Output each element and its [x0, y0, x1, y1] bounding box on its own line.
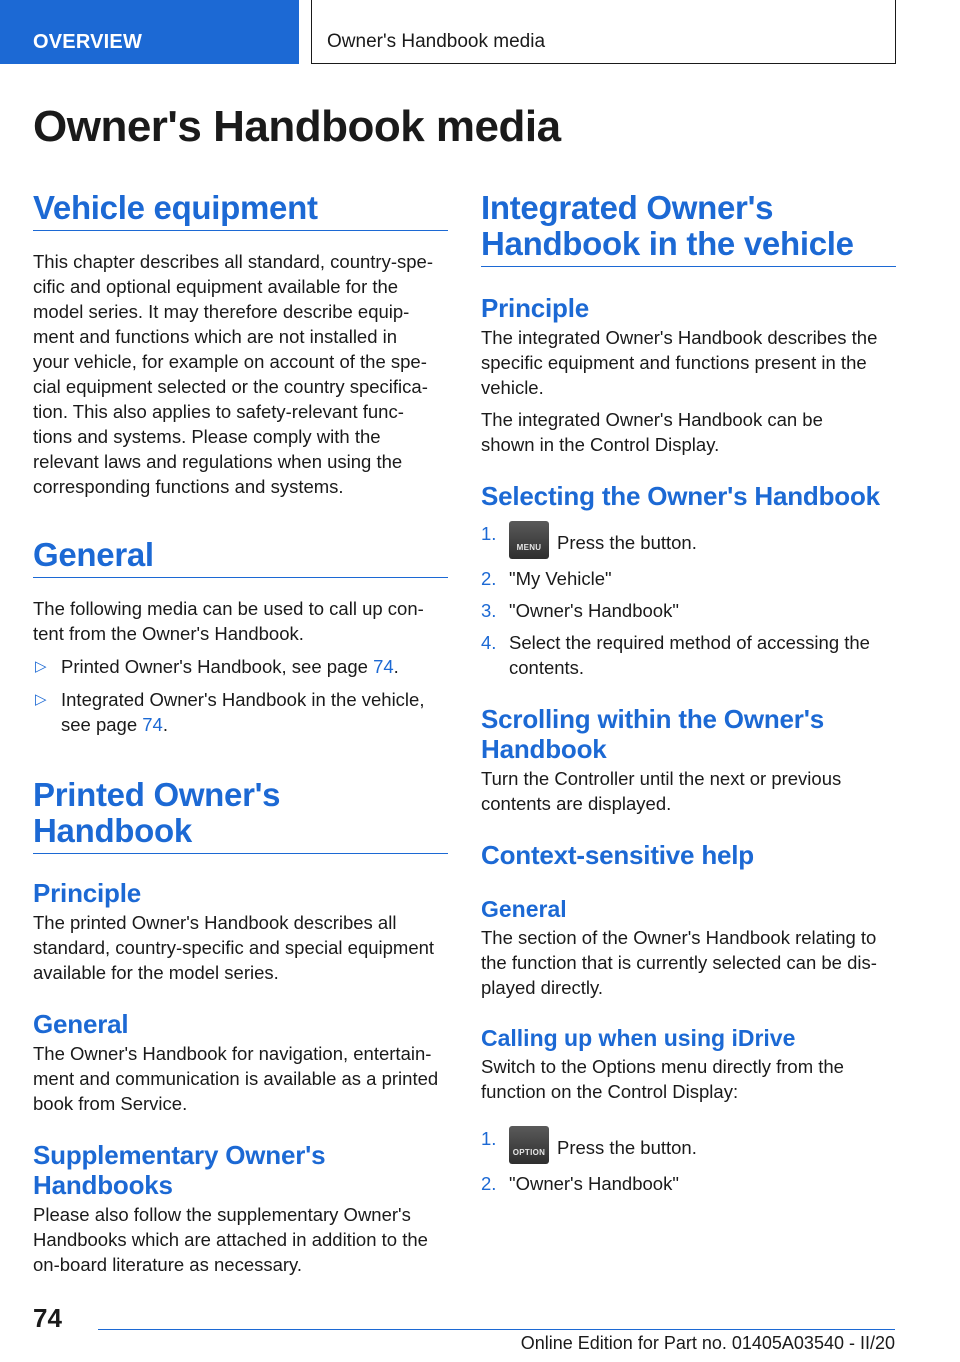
heading-general: General [33, 537, 448, 578]
heading-principle-integrated: Principle [481, 293, 590, 323]
heading-idrive: Calling up when using iDrive [481, 1025, 796, 1051]
heading-general-printed: General [33, 1009, 129, 1039]
page-title: Owner's Handbook media [33, 102, 561, 151]
heading-supplementary: Supplementary Owner's Handbooks [33, 1140, 326, 1200]
option-button-icon: OPTION [509, 1126, 549, 1164]
list-item: 1. OPTION Press the button. [481, 1126, 896, 1164]
list-item: 4. Select the required method of accessing the contents. [481, 632, 870, 678]
page-link[interactable]: 74 [373, 656, 394, 677]
idrive-text: Switch to the Options menu directly from the function on the Control Display: [481, 1056, 844, 1102]
scrolling-text: Turn the Controller until the next or previous contents are displayed. [481, 768, 842, 814]
right-column [481, 190, 896, 1196]
list-item: ▷ Integrated Owner's Handbook in the vehicle, see page 74. [35, 689, 425, 735]
general-printed-text: The Owner's Handbook for navigation, entertain- ment and communication is available as a printed book from Service. [33, 1043, 439, 1114]
list-item: 2. "Owner's Handbook" [481, 1173, 679, 1194]
bullet-triangle-icon: ▷ [35, 658, 47, 675]
section-tab [0, 0, 299, 64]
heading-printed-handbook: Printed Owner's Handbook [33, 777, 448, 854]
principle-integrated-text: The integrated Owner's Handbook describes the specific equipment and functions present in the vehicle. [481, 327, 878, 398]
left-column [33, 190, 448, 1277]
heading-vehicle-equipment: Vehicle equipment [33, 190, 448, 231]
header-title: Owner's Handbook media [327, 31, 546, 52]
vehicle-equipment-text: This chapter describes all standard, country-spe- cific and optional equipment available for the model series. It may therefore describe equip- ment and functions which are not installed in your vehicle, for example on account of the spe- cial equipment selected or the country specifica- tion. This also applies to safety-relevant func- tions and systems. Please comply with the relevant laws and regulations when using the corresponding functions and systems. [33, 251, 433, 497]
heading-principle: Principle [33, 878, 142, 908]
principle-integrated-text-2: The integrated Owner's Handbook can be shown in the Control Display. [481, 409, 823, 455]
principle-text: The printed Owner's Handbook describes all standard, country-specific and special equipment available for the model series. [33, 912, 435, 983]
edition-text: Online Edition for Part no. 01405A03540 - II/20 [520, 1333, 895, 1353]
list-item: 2. "My Vehicle" [481, 568, 612, 589]
heading-integrated-handbook: Integrated Owner's Handbook in the vehicle [481, 190, 896, 267]
menu-button-icon: MENU [509, 521, 549, 559]
heading-general-context: General [481, 896, 567, 922]
heading-scrolling: Scrolling within the Owner's Handbook [481, 704, 824, 764]
heading-context-help: Context-sensitive help [481, 840, 754, 870]
list-item: ▷ Printed Owner's Handbook, see page 74. [35, 656, 399, 677]
general-text: The following media can be used to call up con- tent from the Owner's Handbook. [33, 598, 424, 644]
page-number: 74 [33, 1303, 62, 1333]
footer-divider [98, 1329, 895, 1330]
list-item: 1. MENU Press the button. [481, 521, 896, 559]
section-label: OVERVIEW [33, 31, 143, 53]
general-context-text: The section of the Owner's Handbook relating to the function that is currently selected can be dis- played directly. [481, 927, 877, 998]
supplementary-text: Please also follow the supplementary Owner's Handbooks which are attached in addition to the on-board literature as necessary. [33, 1204, 428, 1275]
bullet-triangle-icon: ▷ [35, 691, 47, 708]
list-item: 3. "Owner's Handbook" [481, 600, 679, 621]
page-link[interactable]: 74 [142, 714, 163, 735]
heading-selecting: Selecting the Owner's Handbook [481, 481, 880, 511]
header-title-box [311, 0, 896, 64]
